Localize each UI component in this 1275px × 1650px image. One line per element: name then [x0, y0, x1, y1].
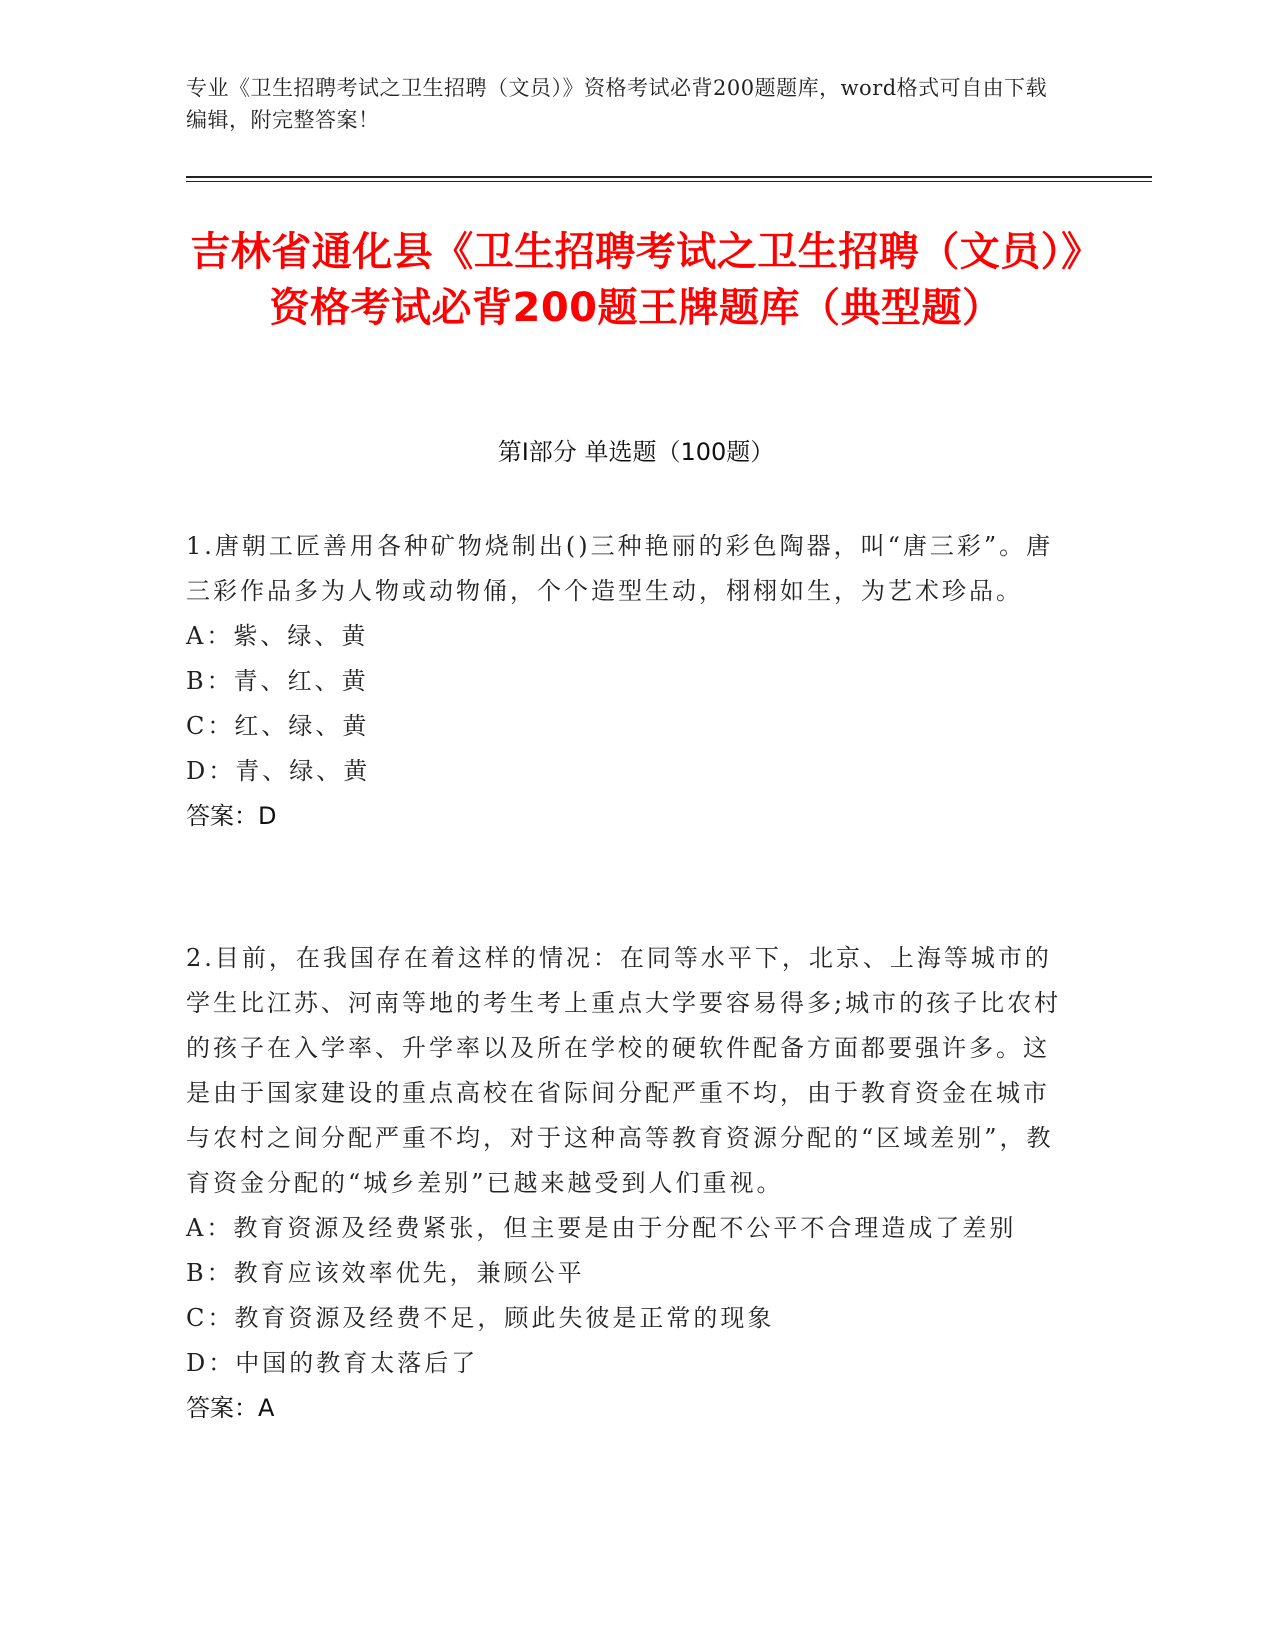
- question-stem: 1.唐朝工匠善用各种矿物烧制出()三种艳丽的彩色陶器，叫“唐三彩”。唐三彩作品多为人物或动物俑，个个造型生动，栩栩如生，为艺术珍品。: [186, 532, 1054, 605]
- section-title: 第Ⅰ部分 单选题（100题）: [497, 438, 775, 466]
- option-a: A：教育资源及经费紧张，但主要是由于分配不公平不合理造成了差别: [186, 1214, 1017, 1242]
- option-a: A：紫、绿、黄: [186, 622, 369, 650]
- option-d: D：中国的教育太落后了: [186, 1349, 479, 1377]
- answer: 答案：A: [186, 1394, 275, 1422]
- header-divider-thin: [186, 181, 1152, 182]
- question-2: [186, 936, 1066, 1431]
- option-d: D：青、绿、黄: [186, 757, 371, 785]
- document-title: 吉林省通化县《卫生招聘考试之卫生招聘（文员）》资格考试必背200题王牌题库（典型题）: [190, 229, 1082, 331]
- header-note: 专业《卫生招聘考试之卫生招聘（文员）》资格考试必背200题题库，word格式可自由下载编辑，附完整答案！: [186, 76, 1048, 132]
- option-b: B：青、红、黄: [186, 667, 369, 695]
- header-divider: [186, 176, 1152, 178]
- answer: 答案：D: [186, 802, 277, 830]
- option-b: B：教育应该效率优先，兼顾公平: [186, 1259, 585, 1287]
- option-c: C：红、绿、黄: [186, 712, 370, 740]
- option-c: C：教育资源及经费不足，顾此失彼是正常的现象: [186, 1304, 775, 1332]
- question-stem: 2.目前，在我国存在着这样的情况：在同等水平下，北京、上海等城市的学生比江苏、河南等地的考生考上重点大学要容易得多;城市的孩子比农村的孩子在入学率、升学率以及所在学校的硬软件配备方面都要强许多。这是由于国家建设的重点高校在省际间分配严重不均，由于教育资金在城市与农村之间分配严重不均，对于这种高等教育资源分配的“区域差别”，教育资金分配的“城乡差别”已越来越受到人们重视。: [186, 944, 1062, 1197]
- question-1: [186, 524, 1066, 839]
